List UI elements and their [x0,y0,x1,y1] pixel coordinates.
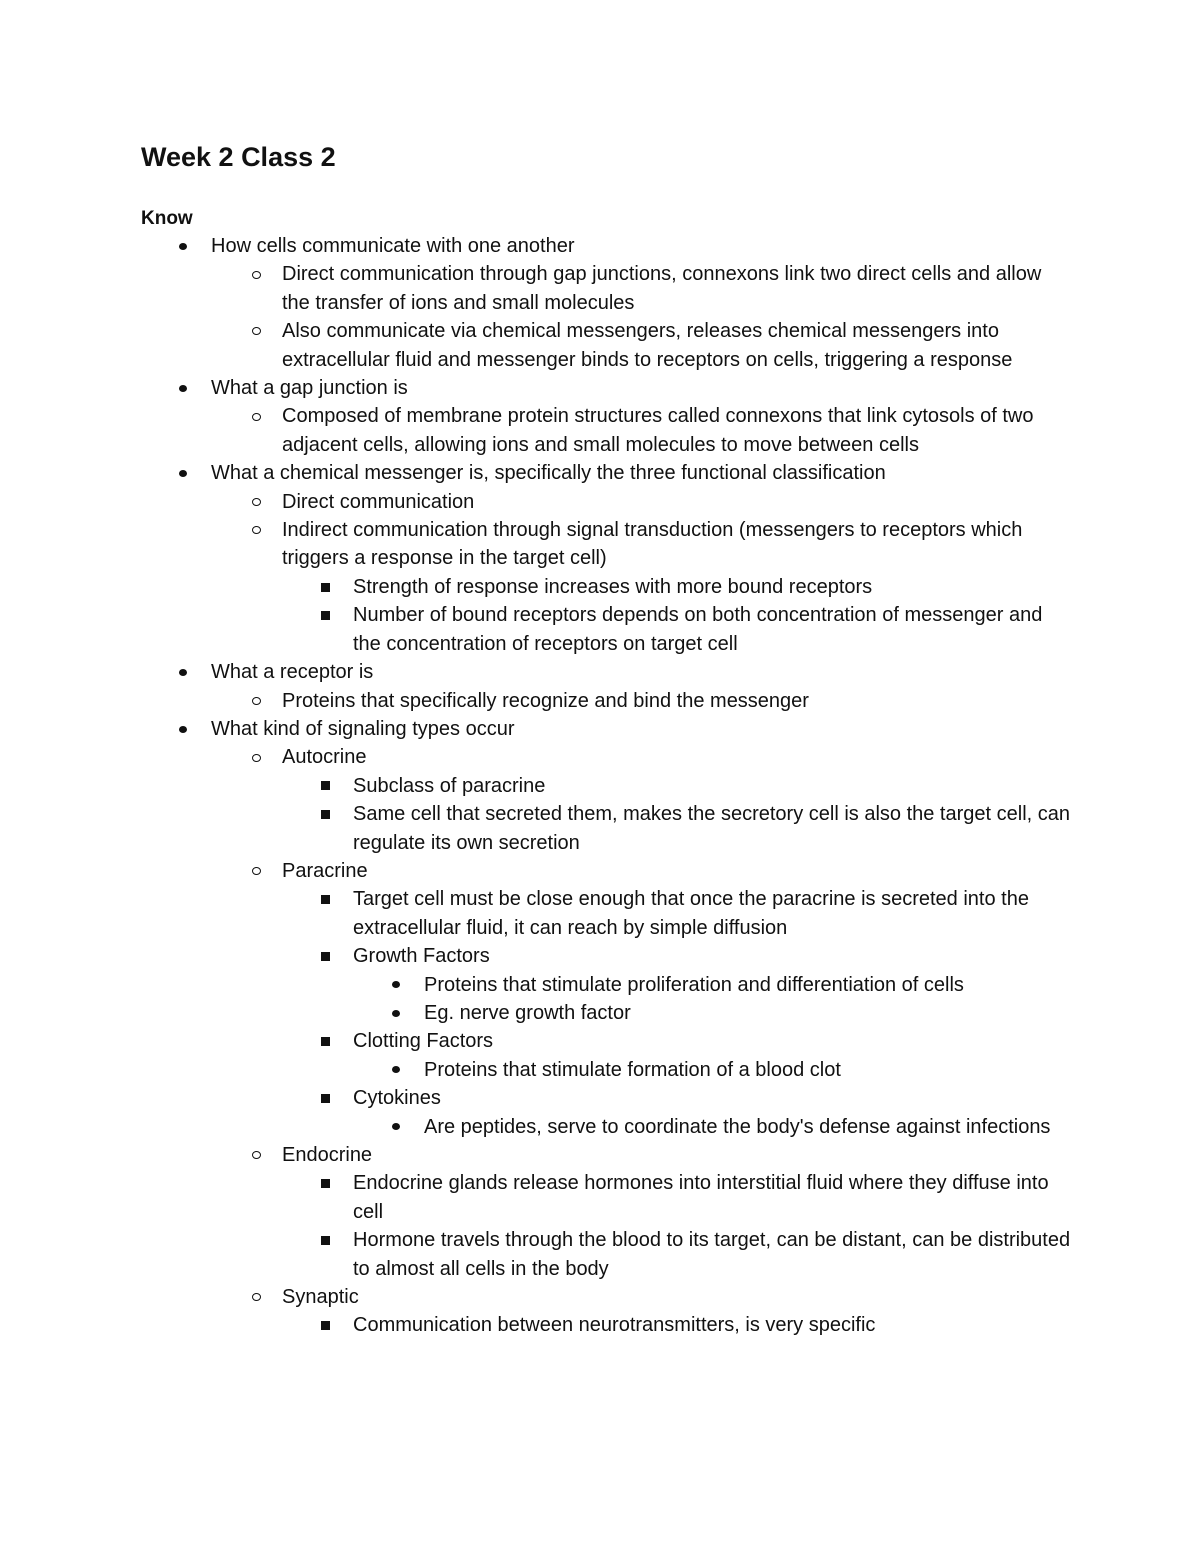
square-bullet-icon [321,1321,330,1330]
list-item-text: What a receptor is [211,661,374,684]
bullet-marker [246,260,266,288]
bullet-marker [246,1283,266,1311]
bullet-list [0,232,1200,1340]
list-item [353,800,1071,857]
circle-bullet-icon [252,498,261,506]
bullet-marker [315,573,335,601]
bullet-marker [386,999,406,1027]
document-title: Week 2 Class 2 [141,142,336,172]
bullet-marker [386,1113,406,1141]
bullet-marker [173,658,193,686]
list-item [353,573,1071,601]
bullet-marker [173,232,193,260]
list-item [424,999,1071,1027]
list-item [353,1226,1071,1283]
bullet-marker [315,1084,335,1112]
list-item [282,402,1071,459]
disc-bullet-icon [392,1010,400,1017]
list-item-text: What a chemical messenger is, specifically the three functional classification [211,462,886,485]
disc-bullet-icon [179,669,187,676]
list-item [424,971,1071,999]
bullet-marker [246,687,266,715]
list-item [353,1027,1071,1055]
bullet-marker [315,772,335,800]
list-item [282,857,1071,885]
bullet-marker [315,1226,335,1254]
list-item [211,232,1071,260]
circle-bullet-icon [252,1151,261,1159]
circle-bullet-icon [252,1293,261,1301]
square-bullet-icon [321,611,330,620]
list-item-text: Endocrine [282,1144,373,1166]
bullet-marker [246,516,266,544]
bullet-marker [246,317,266,345]
bullet-marker [315,885,335,913]
bullet-marker [315,601,335,629]
list-item [282,743,1071,771]
list-item [282,1141,1071,1169]
bullet-marker [315,1027,335,1055]
list-item-text: Proteins that stimulate formation of a blood clot [424,1058,841,1081]
square-bullet-icon [321,583,330,592]
square-bullet-icon [321,952,330,961]
list-item-text: Also communicate via chemical messengers, releases chemical messengers into extracellular fluid and messenger binds to receptors on cells, triggering a response [282,320,1013,371]
list-item-text: How cells communicate with one another [211,235,575,257]
list-item-text: Proteins that specifically recognize and bind the messenger [282,689,809,712]
list-item-text: What kind of signaling types occur [211,717,515,740]
bullet-marker [386,971,406,999]
disc-bullet-icon [392,981,400,988]
list-item [282,260,1071,317]
list-item [424,1056,1071,1084]
disc-bullet-icon [179,726,187,733]
bullet-marker [315,942,335,970]
bullet-marker [315,800,335,828]
bullet-marker [386,1056,406,1084]
bullet-marker [246,488,266,516]
square-bullet-icon [321,1179,330,1188]
list-item [353,942,1071,970]
bullet-marker [246,1141,266,1169]
circle-bullet-icon [252,327,261,335]
list-item-text: Synaptic [282,1286,359,1309]
square-bullet-icon [321,1236,330,1245]
list-item [211,715,1071,743]
circle-bullet-icon [252,526,261,534]
list-item-text: Strength of response increases with more bound receptors [353,575,873,598]
bullet-marker [246,743,266,771]
list-item-text: Clotting Factors [353,1030,494,1053]
list-item-text: Subclass of paracrine [353,774,546,797]
disc-bullet-icon [179,385,187,392]
disc-bullet-icon [392,1123,400,1130]
list-item [211,658,1071,686]
section-heading-know: Know [141,208,193,229]
bullet-marker [315,1169,335,1197]
list-item-text: Autocrine [282,746,367,769]
disc-bullet-icon [392,1066,400,1073]
list-item [282,488,1071,516]
list-item-text: Hormone travels through the blood to its target, can be distant, can be distributed to almost all cells in the body [353,1229,1071,1280]
list-item [282,1283,1071,1311]
circle-bullet-icon [252,754,261,762]
square-bullet-icon [321,1094,330,1103]
list-item-text: Cytokines [353,1087,441,1110]
list-item-text: Eg. nerve growth factor [424,1001,631,1024]
bullet-marker [173,374,193,402]
square-bullet-icon [321,895,330,904]
list-item-text: Growth Factors [353,945,490,968]
list-item [353,885,1071,942]
list-item-text: Are peptides, serve to coordinate the body's defense against infections [424,1115,1051,1138]
list-item [353,601,1071,658]
list-item [282,516,1071,573]
list-item-text: Number of bound receptors depends on both concentration of messenger and the concentration of receptors on target cell [353,604,1043,655]
list-item-text: Indirect communication through signal transduction (messengers to receptors which triggers a response in the target cell) [282,519,1023,570]
bullet-marker [173,459,193,487]
circle-bullet-icon [252,697,261,705]
square-bullet-icon [321,810,330,819]
list-item-text: Same cell that secreted them, makes the secretory cell is also the target cell, can regulate its own secretion [353,803,1070,854]
list-item-text: Direct communication through gap junctions, connexons link two direct cells and allow the transfer of ions and small molecules [282,263,1042,314]
disc-bullet-icon [179,470,187,477]
list-item [353,1311,1071,1339]
list-item [211,459,1071,487]
list-item [211,374,1071,402]
list-item [282,687,1071,715]
square-bullet-icon [321,1037,330,1046]
bullet-marker [173,715,193,743]
list-item [282,317,1071,374]
list-item-text: Composed of membrane protein structures called connexons that link cytosols of two adjacent cells, allowing ions and small molecules to move between cells [282,405,1034,456]
circle-bullet-icon [252,271,261,279]
list-item [353,772,1071,800]
bullet-marker [246,402,266,430]
bullet-marker [315,1311,335,1339]
list-item-text: What a gap junction is [211,377,408,400]
list-item-text: Proteins that stimulate proliferation and differentiation of cells [424,973,964,996]
list-item-text: Target cell must be close enough that once the paracrine is secreted into the extracellular fluid, it can reach by simple diffusion [353,888,1029,939]
list-item-text: Endocrine glands release hormones into interstitial fluid where they diffuse into cell [353,1172,1049,1223]
list-item [353,1169,1071,1226]
list-item-text: Direct communication [282,490,475,513]
list-item-text: Communication between neurotransmitters, is very specific [353,1314,876,1337]
disc-bullet-icon [179,243,187,250]
square-bullet-icon [321,781,330,790]
circle-bullet-icon [252,413,261,421]
circle-bullet-icon [252,867,261,875]
bullet-marker [246,857,266,885]
list-item-text: Paracrine [282,859,368,882]
list-item [353,1084,1071,1112]
list-item [424,1113,1071,1141]
